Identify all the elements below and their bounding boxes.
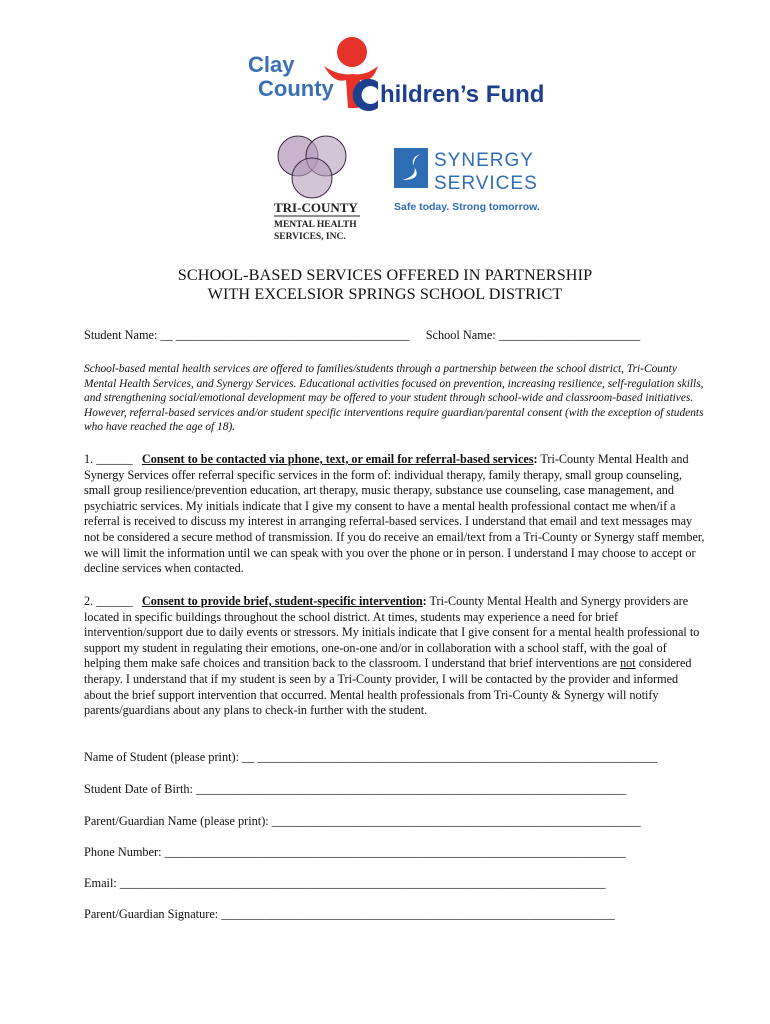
consent-section-1: 1. ______ Consent to be contacted via phone, text, or email for referral-based services: Tri-County Mental Health and Synergy Services offer referral specific services in the form of: individual therapy, family therapy, small group counseling, small group resilience/prevention education, art therapy, music therapy, substance use counseling, case management, and psychiatric services. My initials indicate that I give my consent to have a mental health professional contact me when/if a referral is received to discuss my interest in arranging referral-based services. I understand that email and text messages may not be considered a secure method of transmission. If you do receive an email/text from a Tri-County or Synergy staff member, we will limit the information until we can speak with you over the phone or in person. I understand I may choose to accept or decline services when contacted. <box>84 452 705 576</box>
field-label: Parent/Guardian Name (please print): <box>84 814 269 828</box>
tri-county-line2: MENTAL HEALTH <box>274 220 357 230</box>
tri-county-circle-bottom <box>292 158 332 198</box>
date-of-birth-input[interactable]: ______________________________________________________________________ <box>192 782 627 796</box>
section-2-body-part-2: considered therapy. I understand that if my student is seen by a Tri-County provider, I will be contacted by the provider and informed about the brief support intervention that occurred. Mental health professionals from Tri-County & Synergy will notify parents/guardians about any plans to check-in further with the student. <box>84 656 692 718</box>
tri-county-line3: SERVICES, INC. <box>274 232 346 242</box>
section-2-heading: Consent to provide brief, student-specific intervention <box>141 594 423 608</box>
school-name-label: School Name: <box>425 328 496 342</box>
student-school-row <box>84 328 704 344</box>
section-1-body: Tri-County Mental Health and Synergy Services offer referral specific services in the form of: individual therapy, family therapy, small group counseling, small group resilience/prevention education, art therapy, music therapy, substance use counseling, case management, and psychiatric services. My initials indicate that I give my consent to have a mental health professional contact me when/if a referral is received to discuss my interest in arranging referral-based services. I understand that email and text messages may not be considered a secure method of transmission. If you do receive an email/text from a Tri-County or Synergy staff member, we will limit the information until we can speak with you over the phone or in person. I understand I may choose to accept or decline services when contacted. <box>84 452 705 576</box>
school-name-field[interactable]: _______________________ <box>498 328 641 342</box>
ccf-clay-text: Clay <box>248 52 295 77</box>
email-input[interactable]: _______________________________________________________________________________ <box>116 876 606 890</box>
consent-section-2: 2. ______ Consent to provide brief, student-specific intervention: Tri-County Mental Health and Synergy providers are located in specific buildings throughout the school district. At times, students may experience a need for brief intervention/support due to daily events or stressors. My initials indicate that I give consent for a mental health professional to support my student in regulating their emotions, one-on-one and/or in collaboration with a school staff, with the goal of helping them make safe choices and transition back to the classroom. I understand that brief interventions are not considered therapy. I understand that if my student is seen by a Tri-County provider, I will be contacted by the provider and informed about the brief support intervention that occurred. Mental health professionals from Tri-County & Synergy will notify parents/guardians about any plans to check-in further with the student. <box>84 594 700 718</box>
ccf-name-text: hildren’s Fund <box>380 81 545 108</box>
guardian-signature-input[interactable]: ________________________________________________________________ <box>218 907 615 921</box>
synergy-mark-box <box>394 148 428 188</box>
field-email <box>84 876 704 892</box>
field-student-name <box>84 750 704 766</box>
synergy-services-logo <box>388 142 558 214</box>
guardian-name-input[interactable]: ____________________________________________________________ <box>268 814 641 828</box>
phone-number-input[interactable]: ___________________________________________________________________________ <box>161 845 626 859</box>
field-label: Student Date of Birth: <box>84 782 193 796</box>
title-line-1: SCHOOL-BASED SERVICES OFFERED IN PARTNERSHIP <box>177 266 593 284</box>
section-2-number: 2. <box>84 594 94 608</box>
field-label: Parent/Guardian Signature: <box>84 907 219 921</box>
section-1-initials-field[interactable]: ______ <box>96 452 133 466</box>
synergy-tagline: Safe today. Strong tomorrow. <box>394 201 540 213</box>
student-name-field[interactable]: __ ______________________________________ <box>160 328 410 342</box>
synergy-services-text: SERVICES <box>434 173 538 194</box>
student-name-label: Student Name: <box>84 328 158 342</box>
field-guardian-signature <box>84 907 704 923</box>
tri-county-logo <box>270 132 370 244</box>
section-1-number: 1. <box>84 452 94 466</box>
field-date-of-birth <box>84 782 704 798</box>
synergy-name: SYNERGY <box>434 150 534 171</box>
section-2-not: not <box>620 656 636 671</box>
section-2-initials-field[interactable]: ______ <box>96 594 133 608</box>
document-title <box>0 266 770 304</box>
section-2-body-part-1: Tri-County Mental Health and Synergy providers are located in specific buildings throughout the school district. At times, students may experience a need for brief intervention/support due to daily events or stressors. My initials indicate that I give consent for a mental health professional to support my student in regulating their emotions, one-on-one and/or in collaboration with a school staff, with the goal of helping them make safe choices and transition back to the classroom. I understand that brief interventions are <box>84 594 700 671</box>
tri-county-name: TRI-COUNTY <box>274 200 358 215</box>
field-label: Phone Number: <box>84 845 162 859</box>
field-phone-number <box>84 845 704 861</box>
field-label: Name of Student (please print): <box>84 750 240 764</box>
title-line-2: WITH EXCELSIOR SPRINGS SCHOOL DISTRICT <box>207 285 563 303</box>
section-1-heading: Consent to be contacted via phone, text, or email for referral-based services <box>141 452 534 466</box>
intro-paragraph: School-based mental health services are offered to families/students through a partnership between the school district, Tri-County Mental Health Services, and Synergy Services. Educational activities focused on prevention, increasing resilience, self-regulation skills, and strengthening social/emotional development may be offered to your student through school-wide and classroom-based initiatives. However, referral-based services and/or student specific interventions require guardian/parental consent (with the exception of students who have reached the age of 18). <box>84 363 704 434</box>
field-guardian-name <box>84 814 704 830</box>
ccf-county-text: County <box>258 76 334 101</box>
ccf-head-circle <box>337 37 367 67</box>
clay-county-childrens-fund-logo <box>246 36 546 116</box>
student-name-print-input[interactable]: __ _________________________________________________________________ <box>239 750 658 764</box>
field-label: Email: <box>84 876 117 890</box>
